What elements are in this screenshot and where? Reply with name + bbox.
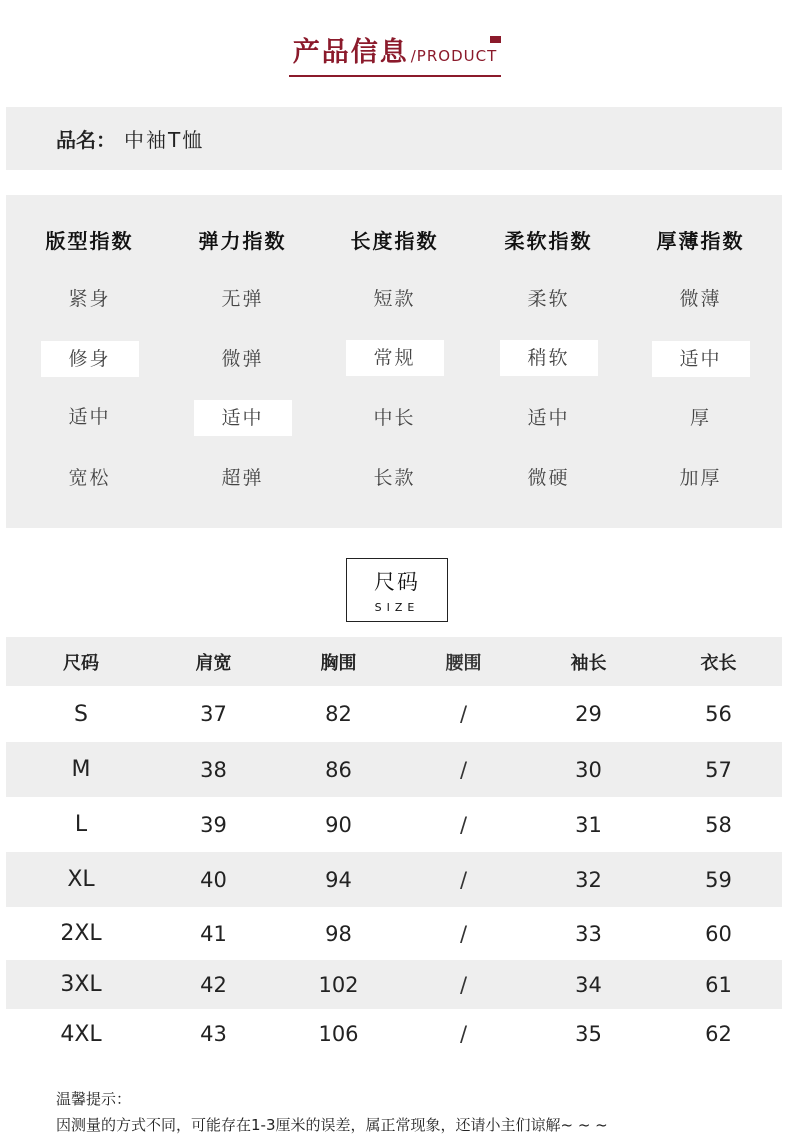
index-option: 紧身 — [68, 288, 111, 310]
header-title-cn: 产品信息 — [292, 37, 409, 68]
product-name-band — [6, 107, 782, 170]
col-header-length: 衣长 — [700, 652, 737, 674]
cell-shoulder: 39 — [200, 812, 227, 837]
index-title: 版型指数 — [45, 229, 134, 253]
cell-sleeve: 31 — [575, 812, 602, 837]
index-title: 长度指数 — [350, 229, 439, 253]
cell-sleeve: 34 — [575, 972, 602, 997]
cell-length: 61 — [705, 972, 732, 997]
size-title-cn: 尺码 — [374, 570, 420, 594]
cell-size: S — [74, 701, 88, 727]
index-title: 柔软指数 — [504, 229, 593, 253]
product-name-value: 中袖T恤 — [124, 128, 205, 152]
index-option-selected: 稍软 — [500, 340, 598, 376]
cell-length: 58 — [705, 812, 732, 837]
cell-size: XL — [67, 867, 95, 892]
table-row — [6, 1009, 782, 1059]
cell-length: 62 — [705, 1022, 732, 1046]
cell-waist: / — [459, 702, 468, 726]
index-option: 柔软 — [527, 288, 570, 310]
index-option: 长款 — [373, 467, 416, 489]
index-option: 微硬 — [527, 467, 570, 489]
size-table-header — [6, 637, 782, 686]
cell-shoulder: 43 — [200, 1022, 227, 1046]
size-table — [6, 637, 782, 1059]
tips-text: 因测量的方式不同，可能存在1-3厘米的误差，属正常现象，还请小主们谅解~ ~ ~ — [56, 1116, 608, 1134]
cell-chest: 90 — [325, 812, 352, 837]
cell-chest: 98 — [325, 921, 352, 946]
cell-waist: / — [459, 867, 468, 892]
index-option: 短款 — [373, 288, 416, 310]
index-panel — [6, 195, 782, 528]
cell-size: L — [74, 812, 88, 837]
cell-sleeve: 33 — [575, 921, 602, 946]
col-header-shoulder: 肩宽 — [195, 652, 232, 674]
index-option: 宽松 — [68, 467, 111, 489]
cell-chest: 82 — [325, 702, 352, 726]
product-name-label: 品名： — [56, 128, 116, 152]
cell-size: 2XL — [60, 921, 102, 946]
table-row — [6, 907, 782, 960]
section-header — [0, 30, 790, 77]
col-header-sleeve: 袖长 — [570, 652, 607, 674]
table-row — [6, 686, 782, 742]
cell-shoulder: 38 — [200, 757, 227, 782]
cell-chest: 102 — [318, 972, 359, 997]
index-option-selected: 修身 — [41, 341, 139, 377]
table-row — [6, 742, 782, 797]
index-option: 无弹 — [221, 288, 264, 310]
col-header-waist: 腰围 — [445, 652, 482, 674]
cell-waist: / — [459, 972, 468, 997]
table-row — [6, 852, 782, 907]
cell-size: 3XL — [60, 972, 102, 997]
size-title-box — [346, 558, 448, 622]
cell-sleeve: 30 — [575, 757, 602, 782]
cell-waist: / — [459, 812, 468, 837]
cell-waist: / — [459, 921, 468, 946]
cell-waist: / — [459, 1022, 468, 1046]
cell-length: 59 — [705, 867, 732, 892]
index-option: 厚 — [689, 407, 711, 429]
cell-length: 56 — [705, 702, 732, 726]
cell-sleeve: 29 — [575, 702, 602, 726]
tips-title: 温馨提示： — [56, 1090, 132, 1108]
index-option-selected: 常规 — [346, 340, 444, 376]
index-option: 中长 — [373, 407, 416, 429]
cell-chest: 106 — [318, 1022, 359, 1046]
cell-shoulder: 40 — [200, 867, 227, 892]
cell-waist: / — [459, 757, 468, 782]
cell-shoulder: 42 — [200, 972, 227, 997]
cell-shoulder: 41 — [200, 921, 227, 946]
index-option: 适中 — [527, 407, 570, 429]
index-option: 微薄 — [679, 288, 722, 310]
cell-length: 60 — [705, 921, 732, 946]
index-option: 微弹 — [221, 348, 264, 370]
index-option: 超弹 — [221, 467, 264, 489]
table-row — [6, 960, 782, 1009]
index-option: 适中 — [68, 406, 111, 428]
cell-sleeve: 35 — [575, 1022, 602, 1046]
cell-sleeve: 32 — [575, 867, 602, 892]
cell-chest: 94 — [325, 867, 352, 892]
cell-length: 57 — [705, 757, 732, 782]
header-title-en: /PRODUCT — [410, 47, 498, 65]
table-row — [6, 797, 782, 852]
index-title: 厚薄指数 — [656, 229, 745, 253]
header-accent-mark — [490, 36, 501, 43]
index-title: 弹力指数 — [198, 229, 287, 253]
cell-chest: 86 — [325, 757, 352, 782]
header-title-wrap — [289, 30, 502, 77]
cell-size: M — [71, 757, 91, 782]
tips-section — [56, 1086, 776, 1138]
index-option-selected: 适中 — [652, 341, 750, 377]
cell-size: 4XL — [60, 1021, 102, 1047]
size-title-en: SIZE — [374, 601, 420, 614]
index-option: 加厚 — [679, 467, 722, 489]
col-header-size: 尺码 — [63, 652, 99, 674]
index-option-selected: 适中 — [194, 400, 292, 436]
cell-shoulder: 37 — [200, 702, 227, 726]
col-header-chest: 胸围 — [320, 652, 357, 674]
